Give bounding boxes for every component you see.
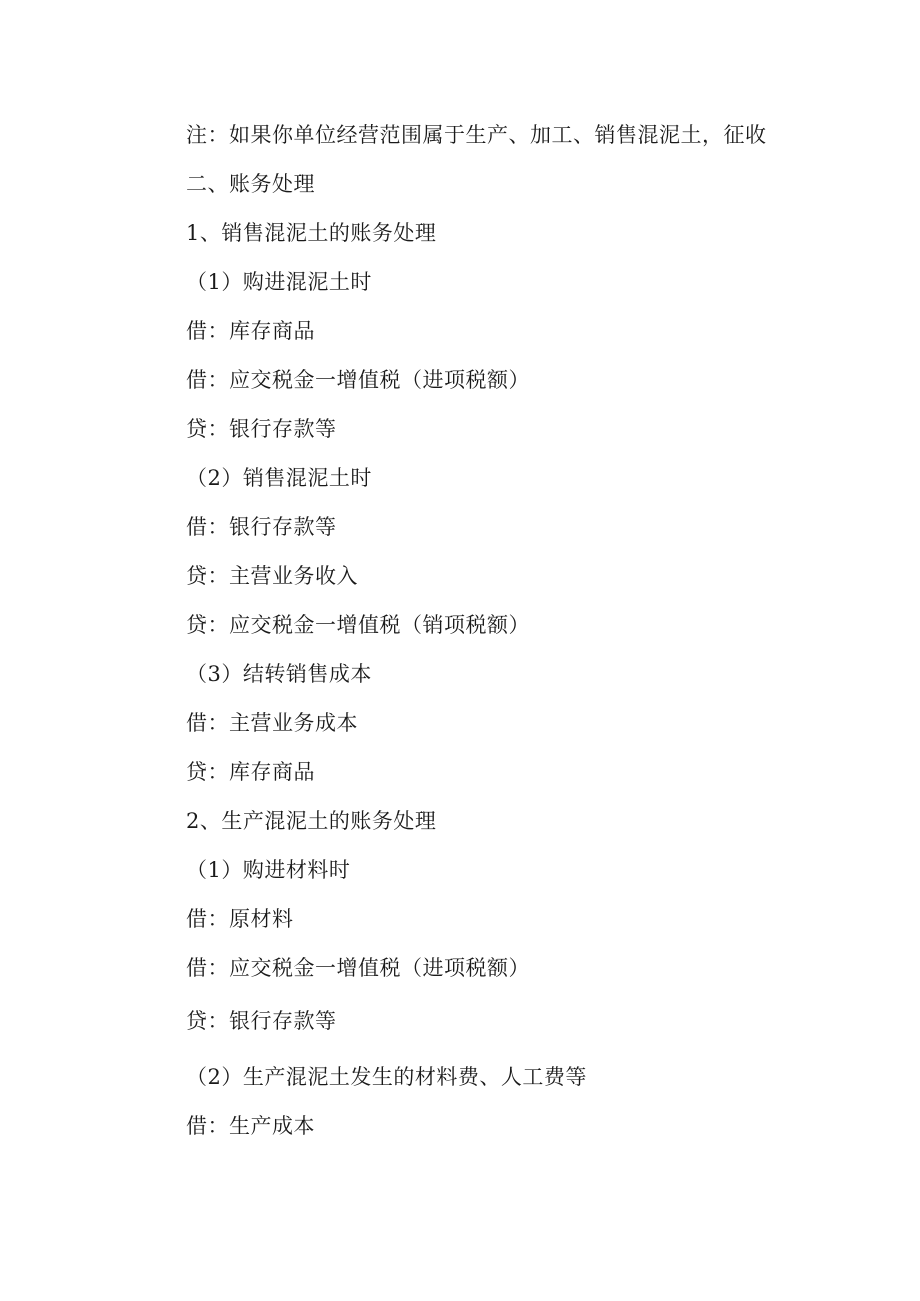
step-heading-production-costs: （2）生产混泥土发生的材料费、人工费等 bbox=[186, 1065, 587, 1089]
entry-line: 借：应交税金一增值税（进项税额） bbox=[186, 368, 530, 392]
entry-line: 借：银行存款等 bbox=[186, 515, 337, 539]
entry-line: 贷：库存商品 bbox=[186, 760, 315, 784]
entry-line: 借：库存商品 bbox=[186, 319, 315, 343]
entry-line: 借：生产成本 bbox=[186, 1114, 315, 1138]
step-heading-cost-transfer: （3）结转销售成本 bbox=[186, 662, 372, 686]
entry-line: 贷：银行存款等 bbox=[186, 417, 337, 441]
entry-line: 贷：银行存款等 bbox=[186, 1009, 337, 1033]
entry-line: 借：原材料 bbox=[186, 907, 294, 931]
step-heading-purchase-concrete: （1）购进混泥土时 bbox=[186, 270, 372, 294]
entry-line: 贷：主营业务收入 bbox=[186, 564, 358, 588]
entry-line: 借：主营业务成本 bbox=[186, 711, 358, 735]
note-line: 注：如果你单位经营范围属于生产、加工、销售混泥土，征收 bbox=[186, 123, 767, 147]
step-heading-sell-concrete: （2）销售混泥土时 bbox=[186, 466, 372, 490]
subsection-heading-production: 2、生产混泥土的账务处理 bbox=[186, 809, 437, 833]
entry-line: 借：应交税金一增值税（进项税额） bbox=[186, 956, 530, 980]
step-heading-purchase-materials: （1）购进材料时 bbox=[186, 858, 351, 882]
entry-line: 贷：应交税金一增值税（销项税额） bbox=[186, 613, 530, 637]
section-heading-accounting: 二、账务处理 bbox=[186, 172, 315, 196]
subsection-heading-sales: 1、销售混泥土的账务处理 bbox=[186, 221, 437, 245]
